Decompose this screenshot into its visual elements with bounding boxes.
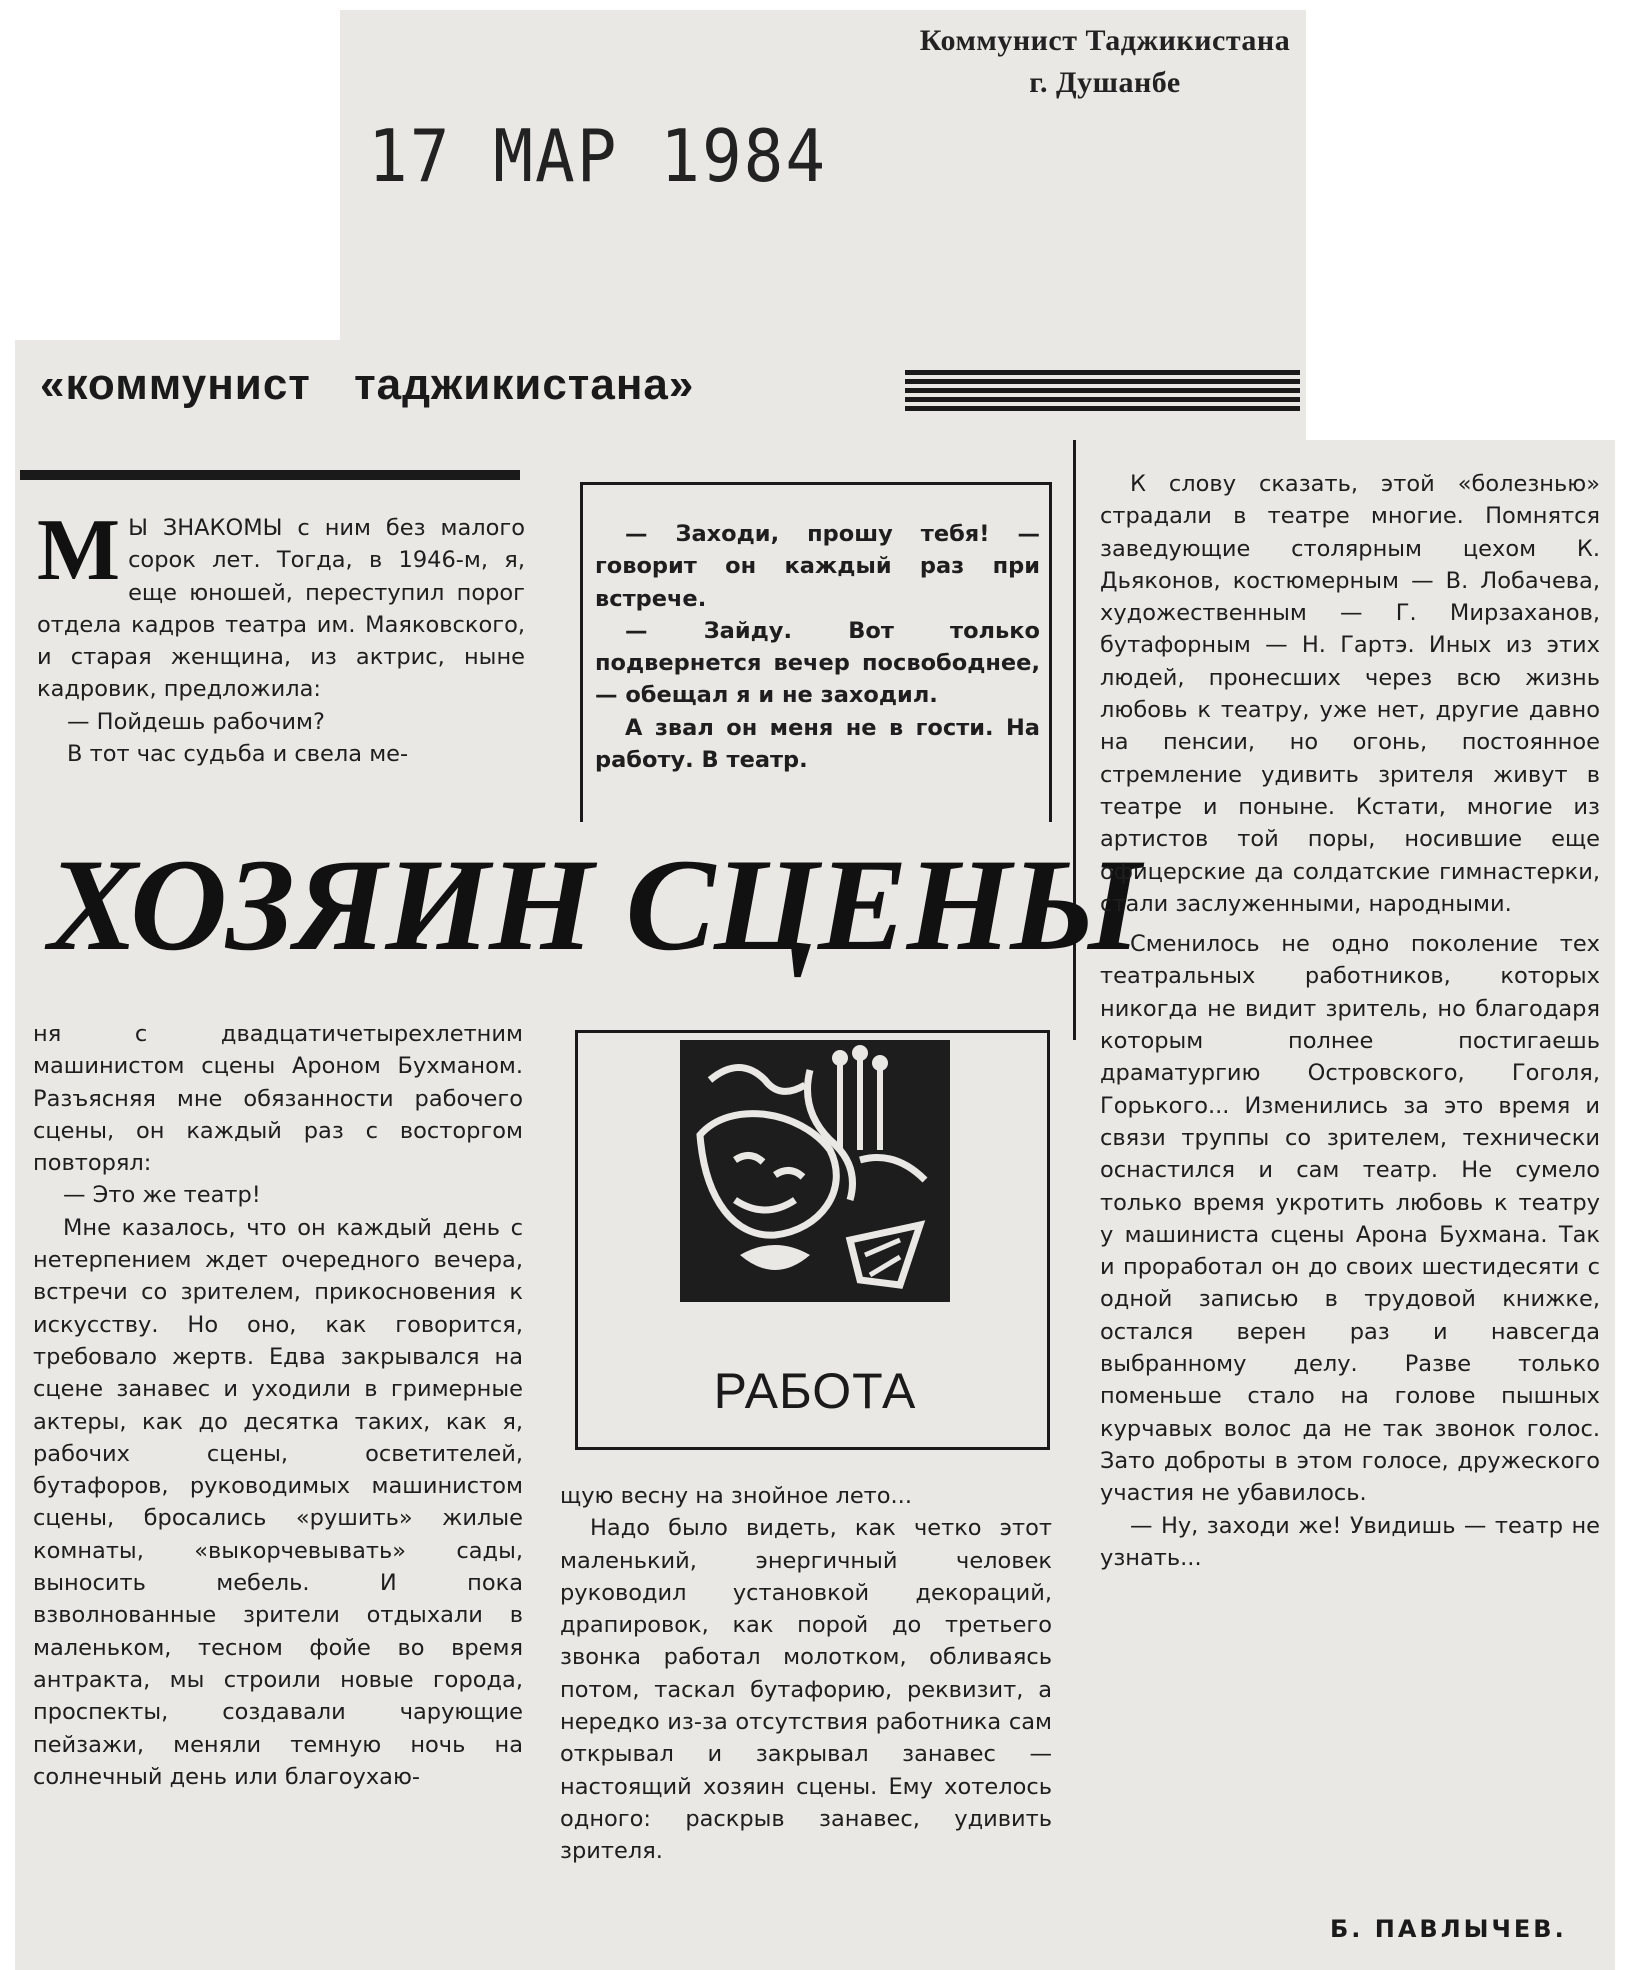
date-year: 1984 (660, 114, 828, 199)
theatre-masks-emblem (680, 1040, 950, 1302)
source-stamp (905, 20, 1305, 104)
column3-paragraph-1: К слову сказать, этой «болезнью» страдали в театре многие. Помнятся заведующие столярным цехом К. Дьяконов, костюмерным — В. Лобачева, художественным — Г. Мирзаханов, бутафорным — Н. Гартэ. Иных из этих людей, пронесших через всю жизнь любовь к театру, уже нет, другие давно на пенсии, но огонь, постоянное стремление удивить зрителя живут в театре и поныне. Кстати, многие из артистов той поры, носившие еще офицерские да солдатские гимнастерки, стали заслуженными, народными. (1100, 471, 1600, 917)
rubric-title: «коммунист таджикистана» (40, 360, 695, 409)
column2-bottom-paragraph-2: Надо было видеть, как четко этот маленький, энергичный человек руководил установкой декораций, драпировок, как порой до третьего звонка работал молотком, обливаясь потом, таскал бутафорию, реквизит, а нередко из-за отсутствия работника сам открывал и закрывал занавес — настоящий хозяин сцены. Ему хотелось одного: раскрыв занавес, удивить зрителя. (560, 1515, 1052, 1865)
theatre-masks-icon (680, 1040, 950, 1302)
source-city: г. Душанбе (1029, 66, 1181, 99)
column3-text (1100, 468, 1600, 1574)
date-month: МАР (493, 114, 619, 199)
column1-bottom-paragraph-3: Мне казалось, что он каждый день с нетерпением ждет очередного вечера, встречи со зрителем, прикосновения к искусству. Но оно, как говорится, требовало жертв. Едва закрывался на сцене занавес и уходили в гримерные актеры, как до десятка таких, как я, рабочих сцены, осветителей, бутафоров, руководимых машинистом сцены, бросались «рушить» жилые комнаты, «выкорчевывать» сады, выносить мебель. И пока взволнованные зрители отдыхали в маленьком, тесном фойе во время антракта, мы строили новые города, проспекты, создавали чарующие пейзажи, меняли темную ночь на солнечный день или благоухаю- (33, 1214, 523, 1790)
article-headline: ХОЗЯИН СЦЕНЫ (48, 831, 1140, 978)
column1-top-rule (20, 470, 520, 480)
column2-top-text (595, 518, 1040, 776)
source-newspaper-name: Коммунист Таджикистана (919, 24, 1291, 57)
column2-bottom-text (560, 1480, 1052, 1868)
drop-cap-letter: М (37, 502, 121, 599)
column1-paragraph-1-text: Ы ЗНАКОМЫ с ним без малого сорок лет. Тогда, в 1946-м, я, еще юношей, переступил порог отдела кадров театра им. Маяковского, и старая женщина, из актрис, ныне кадровик, предложила: (37, 515, 525, 703)
column1-bottom-paragraph-1: ня с двадцатичетырехлетним машинистом сцены Ароном Бухманом. Разъясняя мне обязанности рабочего сцены, он каждый раз с восторгом повторял: (33, 1021, 523, 1177)
date-stamp (368, 114, 827, 199)
column2-paragraph-3: А звал он меня не в гости. На работу. В театр. (595, 714, 1040, 774)
date-day: 17 (368, 114, 452, 199)
column3-paragraph-3: — Ну, заходи же! Увидишь — театр не узнать... (1100, 1512, 1600, 1571)
column1-paragraph-1 (37, 502, 525, 706)
column1-bottom-paragraph-2: — Это же театр! (63, 1182, 261, 1209)
column1-top-text (37, 502, 525, 770)
column2-paragraph-2: — Зайду. Вот только подвернется вечер посвободнее, — обещал я и не заходил. (595, 617, 1040, 709)
rubric-decorative-lines (905, 370, 1300, 412)
column1-paragraph-2: — Пойдешь рабочим? (67, 708, 325, 735)
column2-paragraph-1: — Заходи, прошу тебя! — говорит он каждый раз при встрече. (595, 521, 1040, 612)
column1-paragraph-3: В тот час судьба и свела ме- (67, 741, 409, 768)
author-signature: Б. ПАВЛЫЧЕВ. (1330, 1915, 1567, 1943)
column2-bottom-paragraph-1: щую весну на знойное лето... (560, 1483, 912, 1509)
column3-paragraph-2: Сменилось не одно поколение тех театральных работников, которых никогда не видит зритель, но благодаря которым полнее постигаешь драматургию Островского, Гоголя, Горького... Изменились за это время и связи труппы со зрителем, технически оснастился и сам театр. Не сумело только время укротить любовь к театру у машиниста сцены Арона Бухмана. Так и проработал он до своих шестидесяти с одной записью в трудовой книжке, остался верен раз и навсегда выбранному делу. Разве только поменьше стало на голове пышных курчавых волос да не так звонок голос. Зато доброты в этом голосе, дружеского участия не убавилось. (1100, 931, 1600, 1507)
column1-bottom-text (33, 1018, 523, 1793)
box-label: РАБОТА (713, 1363, 917, 1419)
